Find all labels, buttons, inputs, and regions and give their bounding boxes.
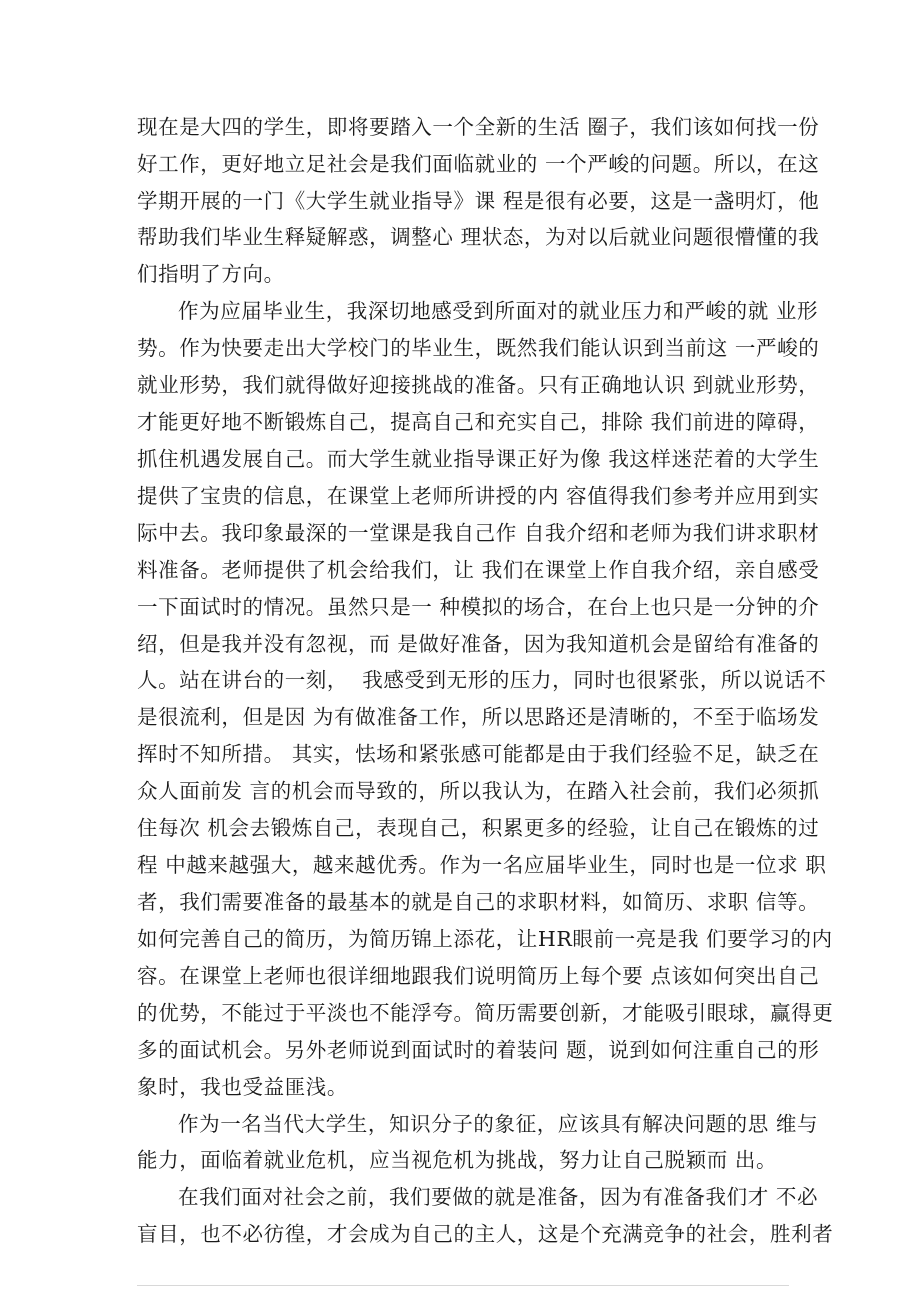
text-line: 绍，但是我并没有忽视，而 是做好准备，因为我知道机会是留给有准备的 [137, 632, 820, 656]
paragraph-start-line: 在我们面对社会之前，我们要做的就是准备，因为有准备我们才 不必 [178, 1185, 819, 1209]
text-line: 住每次 机会去锻炼自己，表现自己，积累更多的经验，让自己在锻炼的过 [137, 816, 820, 840]
text-line: 如何完善自己的简历，为简历锦上添花，让HR眼前一亮是我 们要学习的内 [137, 927, 833, 951]
text-line: 帮助我们毕业生释疑解惑，调整心 理状态，为对以后就业问题很懵懂的我 [137, 225, 820, 249]
text-line: 是很流利，但是因 为有做准备工作，所以思路还是清晰的，不至于临场发 [137, 705, 820, 729]
text-line: 抓住机遇发展自己。而大学生就业指导课正好为像 我这样迷茫着的大学生 [137, 447, 820, 471]
text-line: 盲目，也不必彷徨，才会成为自己的主人，这是个充满竞争的社会，胜利者 [137, 1222, 834, 1246]
text-line: 容。在课堂上老师也很详细地跟我们说明简历上每个要 点该如何突出自己 [137, 964, 820, 988]
page-bottom-divider [137, 1285, 789, 1286]
text-line: 众人面前发 言的机会而导致的，所以我认为，在踏入社会前，我们必须抓 [137, 779, 820, 803]
text-line: 多的面试机会。另外老师说到面试时的着装问 题，说到如何注重自己的形 [137, 1038, 820, 1062]
text-line: 者，我们需要准备的最基本的就是自己的求职材料，如简历、求职 信等。 [137, 890, 820, 914]
text-line: 的优势，不能过于平淡也不能浮夸。简历需要创新，才能吸引眼球，赢得更 [137, 1001, 834, 1025]
text-line: 就业形势，我们就得做好迎接挑战的准备。只有正确地认识 到就业形势， [137, 373, 820, 397]
text-line: 挥时不知所措。 其实，怯场和紧张感可能都是由于我们经验不足，缺乏在 [137, 742, 820, 766]
text-line: 势。作为快要走出大学校门的毕业生，既然我们能认识到当前这 一严峻的 [137, 336, 820, 360]
text-line: 能力，面临着就业危机，应当视危机为挑战，努力让自己脱颖而 出。 [137, 1148, 778, 1172]
text-line: 学期开展的一门《大学生就业指导》课 程是很有必要，这是一盏明灯，他 [137, 189, 820, 213]
text-line: 才能更好地不断锻炼自己，提高自己和充实自己，排除 我们前进的障碍， [137, 410, 820, 434]
text-line: 们指明了方向。 [137, 262, 285, 286]
text-line: 现在是大四的学生，即将要踏入一个全新的生活 圈子，我们该如何找一份 [137, 115, 820, 139]
text-line: 人。站在讲台的一刻， 我感受到无形的压力，同时也很紧张，所以说话不 [137, 668, 827, 692]
text-line: 料准备。老师提供了机会给我们，让 我们在课堂上作自我介绍，亲自感受 [137, 558, 820, 582]
text-line: 一下面试时的情况。虽然只是一 种模拟的场合，在台上也只是一分钟的介 [137, 595, 820, 619]
text-line: 际中去。我印象最深的一堂课是我自己作 自我介绍和老师为我们讲求职材 [137, 521, 820, 545]
paragraph-start-line: 作为应届毕业生，我深切地感受到所面对的就业压力和严峻的就 业形 [178, 299, 819, 323]
text-line: 程 中越来越强大，越来越优秀。作为一名应届毕业生，同时也是一位求 职 [137, 853, 827, 877]
text-line: 象时，我也受益匪浅。 [137, 1075, 348, 1099]
paragraph-start-line: 作为一名当代大学生，知识分子的象征，应该具有解决问题的思 维与 [178, 1112, 819, 1136]
text-line: 好工作，更好地立足社会是我们面临就业的 一个严峻的问题。所以，在这 [137, 152, 820, 176]
text-line: 提供了宝贵的信息，在课堂上老师所讲授的内 容值得我们参考并应用到实 [137, 484, 820, 508]
